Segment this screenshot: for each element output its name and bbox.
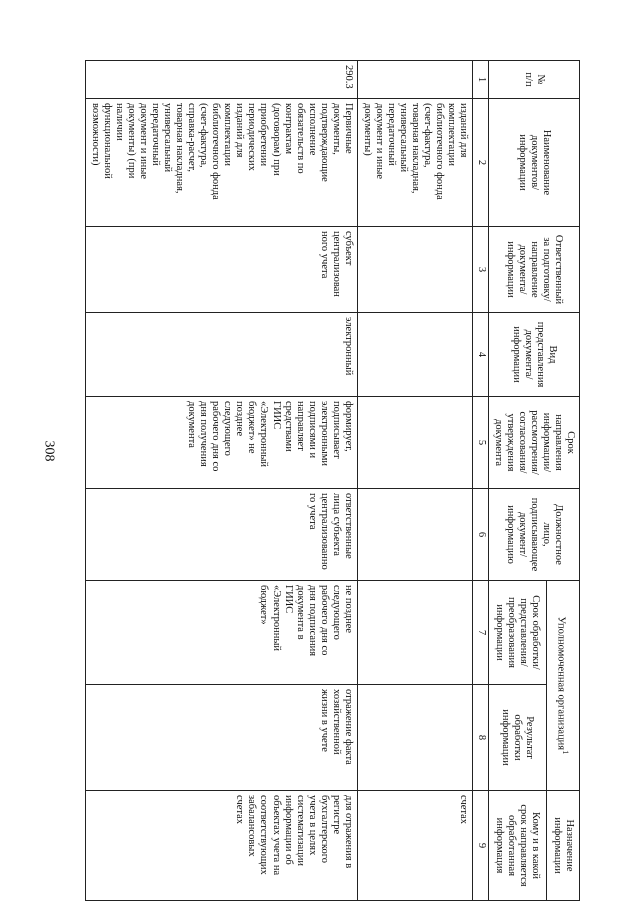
row-number: 290.3 — [85, 61, 357, 99]
responsible-cell: субъект централизован ного учета — [85, 227, 357, 313]
header-col-number: № п/п — [488, 61, 579, 99]
recipient-cell: счетах — [357, 791, 473, 901]
header-col-processing-term: Срок обработки/ представления/ преобразования информации — [488, 581, 547, 685]
processing-term-cell: не позднее следующего рабочего дня со дня подписания документа в ГИИС «Электронный бюджет» — [85, 581, 357, 685]
table-row — [357, 61, 473, 901]
header-group-footnote: 1 — [561, 750, 572, 755]
result-cell: отражение факта хозяйственной жизни в учете — [85, 685, 357, 791]
doc-name-cell: изданий для комплектации библиотечного фонда (счет-фактура, товарная накладная, универсальный передаточный документ и иные документы) — [357, 99, 473, 227]
result-cell — [357, 685, 473, 791]
col-number-cell: 4 — [473, 313, 488, 397]
col-number-cell: 3 — [473, 227, 488, 313]
header-col-result: Результат обработки информации — [488, 685, 547, 791]
col-number-cell: 7 — [473, 581, 488, 685]
row-number — [357, 61, 473, 99]
processing-term-cell — [357, 581, 473, 685]
header-col-purpose: Назначение информации — [547, 791, 580, 901]
col-number-cell: 1 — [473, 61, 488, 99]
signer-cell — [357, 489, 473, 581]
header-row-1 — [547, 61, 580, 901]
header-col-recipient: Кому и в какой срок направляется обработанная информация — [488, 791, 547, 901]
rotated-table-wrapper — [60, 60, 580, 900]
type-cell: электронный — [85, 313, 357, 397]
col-number-cell: 5 — [473, 397, 488, 489]
header-col-deadline: Срок направления информации/ рассмотрения/ согласования/ утверждения документа — [488, 397, 579, 489]
header-col-doc-name: Наименование документов/ информации — [488, 99, 579, 227]
recipient-cell: для отражения в регистре бухгалтерского учета в целях систематизации информации об объектах учета на соответствующих забалансовых счетах — [85, 791, 357, 901]
signer-cell: ответственные лица субъекта централизованно го учета — [85, 489, 357, 581]
type-cell — [357, 313, 473, 397]
doc-name-cell: Первичные документы, подтверждающие исполнение обязательств по контрактам (договорам) при приобретении периодических изданий для комплектации библиотечного фонда (счет-фактура, справка-расчет, товарная накладная, универсальный передаточный документ и иные документы) (при наличии функциональной возможности) — [85, 99, 357, 227]
column-numbers-row — [473, 61, 488, 901]
header-col-type: Вид представления документа/ информации — [488, 313, 579, 397]
header-group-organization — [547, 581, 580, 791]
responsible-cell — [357, 227, 473, 313]
document-table — [85, 60, 580, 901]
header-col-signer: Должностное лицо, подписывающее документ/ информацию — [488, 489, 579, 581]
deadline-cell: формирует, подписывает электронными подписями и направляет средствами ГИИС «Электронный бюджет» не позднее следующего рабочего дня со дня получения документа — [85, 397, 357, 489]
page-number: 308 — [41, 440, 57, 462]
header-group-label: Уполномоченная организация — [555, 616, 567, 751]
col-number-cell: 6 — [473, 489, 488, 581]
table-row — [85, 61, 357, 901]
col-number-cell: 2 — [473, 99, 488, 227]
deadline-cell — [357, 397, 473, 489]
col-number-cell: 9 — [473, 791, 488, 901]
col-number-cell: 8 — [473, 685, 488, 791]
header-col-responsible: Ответственный за подготовку/ направление документа/ информации — [488, 227, 579, 313]
